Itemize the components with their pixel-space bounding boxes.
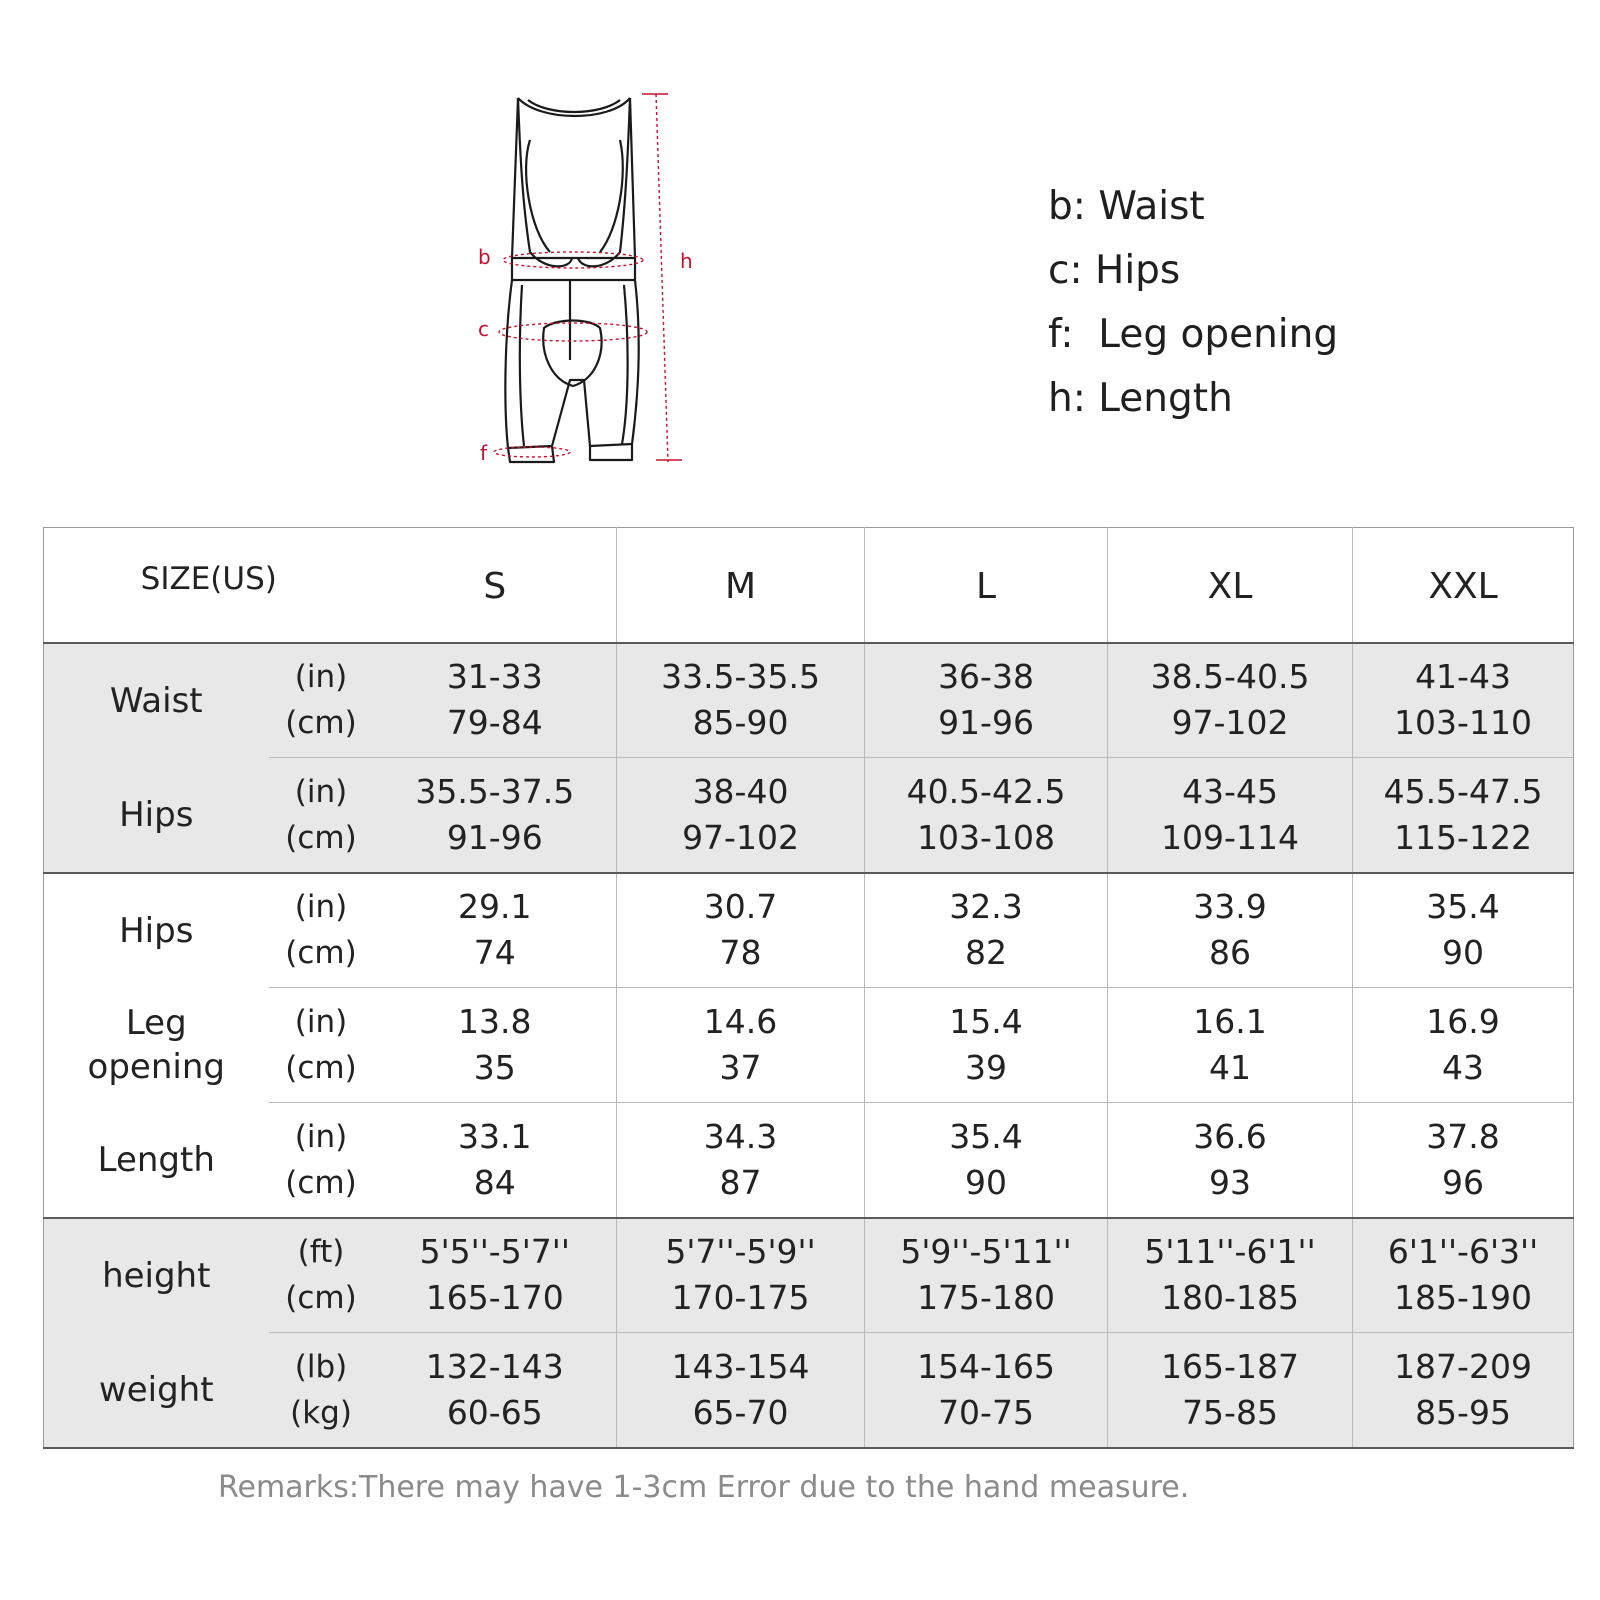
measurement-legend <box>1048 175 1488 431</box>
value-primary: 36-38 <box>938 657 1034 697</box>
value-secondary: 175-180 <box>917 1278 1055 1318</box>
measurement-name: Hips <box>44 873 269 988</box>
legend-item-waist: b: Waist <box>1048 184 1205 229</box>
size-value-cell <box>617 1103 865 1218</box>
size-value-cell <box>1353 1103 1574 1218</box>
table-row <box>44 873 1574 988</box>
value-secondary: 75-85 <box>1182 1392 1278 1432</box>
unit-label <box>269 643 374 758</box>
size-value-cell <box>374 988 617 1103</box>
unit-primary: (in) <box>294 1004 348 1040</box>
legend-item-length: h: Length <box>1048 376 1233 421</box>
value-primary: 30.7 <box>703 887 778 927</box>
value-primary: 143-154 <box>671 1346 810 1386</box>
value-secondary: 115-122 <box>1394 817 1532 857</box>
unit-secondary: (cm) <box>285 1280 357 1317</box>
size-value-cell <box>1353 1218 1574 1333</box>
size-value-cell <box>1108 758 1353 873</box>
label-c: c <box>478 317 489 341</box>
size-value-cell <box>374 1103 617 1218</box>
unit-label <box>269 1333 374 1448</box>
size-value-cell <box>617 758 865 873</box>
value-primary: 45.5-47.5 <box>1383 771 1543 811</box>
size-col-xxl: XXL <box>1353 530 1574 645</box>
unit-primary: (in) <box>294 773 348 810</box>
size-value-cell <box>374 1218 617 1333</box>
length-ticks <box>642 94 682 460</box>
unit-label <box>269 1103 374 1218</box>
size-value-cell <box>865 758 1108 873</box>
value-primary: 5'11''-6'1'' <box>1144 1232 1316 1272</box>
value-secondary: 37 <box>719 1048 762 1087</box>
size-value-cell <box>1353 758 1574 873</box>
legend-item-leg-opening: f: Leg opening <box>1048 312 1339 357</box>
value-primary: 38.5-40.5 <box>1150 657 1310 697</box>
value-primary: 37.8 <box>1426 1116 1500 1156</box>
table-row <box>44 1333 1574 1448</box>
table-header-row <box>44 528 1574 643</box>
value-secondary: 85-95 <box>1415 1392 1511 1432</box>
value-primary: 35.5-37.5 <box>415 771 575 811</box>
value-primary: 33.1 <box>458 1116 532 1156</box>
size-value-cell <box>1108 1103 1353 1218</box>
label-b: b <box>478 245 491 269</box>
value-secondary: 97-102 <box>1171 703 1289 743</box>
measurement-name: height <box>44 1218 269 1333</box>
value-secondary: 91-96 <box>938 703 1034 743</box>
size-value-cell <box>1353 988 1574 1103</box>
label-h: h <box>680 249 693 273</box>
value-secondary: 97-102 <box>682 817 799 857</box>
measurement-name: Length <box>97 1139 215 1180</box>
value-primary: 187-209 <box>1394 1346 1532 1386</box>
unit-secondary: (cm) <box>285 705 357 742</box>
size-value-cell <box>865 1103 1108 1218</box>
value-secondary: 87 <box>719 1162 762 1202</box>
size-value-cell <box>1108 873 1353 988</box>
measurement-name: weight <box>44 1333 269 1448</box>
size-col-xl: XL <box>1108 530 1353 645</box>
size-value-cell <box>617 1333 865 1448</box>
value-secondary: 78 <box>719 933 762 973</box>
table-row <box>44 758 1574 873</box>
size-value-cell <box>617 988 865 1103</box>
unit-label <box>269 988 374 1103</box>
value-secondary: 79-84 <box>446 703 543 743</box>
size-value-cell <box>1353 873 1574 988</box>
unit-secondary: (kg) <box>290 1394 352 1431</box>
unit-primary: (ft) <box>297 1234 345 1271</box>
value-secondary: 82 <box>965 933 1008 973</box>
value-primary: 5'7''-5'9'' <box>665 1232 816 1272</box>
size-value-cell <box>1353 1333 1574 1448</box>
value-primary: 43-45 <box>1182 771 1278 811</box>
value-primary: 6'1''-6'3'' <box>1387 1232 1539 1272</box>
size-value-cell <box>1353 643 1574 758</box>
value-secondary: 103-108 <box>917 817 1055 857</box>
size-value-cell <box>1108 1218 1353 1333</box>
value-primary: 38-40 <box>692 771 789 811</box>
unit-primary: (in) <box>294 659 348 696</box>
value-secondary: 41 <box>1209 1048 1252 1087</box>
value-secondary: 90 <box>1442 933 1485 973</box>
unit-label <box>269 758 374 873</box>
value-primary: 32.3 <box>949 887 1023 927</box>
size-value-cell <box>617 873 865 988</box>
size-value-cell <box>617 643 865 758</box>
table-row <box>44 1103 1574 1218</box>
value-secondary: 103-110 <box>1394 703 1532 743</box>
label-f: f <box>480 441 488 465</box>
value-secondary: 180-185 <box>1161 1278 1299 1318</box>
value-secondary: 43 <box>1442 1048 1485 1087</box>
value-secondary: 185-190 <box>1394 1278 1532 1318</box>
value-secondary: 85-90 <box>692 703 789 743</box>
value-secondary: 60-65 <box>446 1392 543 1432</box>
size-us-label: SIZE(US) <box>140 560 277 597</box>
size-value-cell <box>1108 643 1353 758</box>
size-value-cell <box>617 1218 865 1333</box>
value-primary: 36.6 <box>1193 1116 1267 1156</box>
size-value-cell <box>1108 988 1353 1103</box>
remarks-note: Remarks:There may have 1-3cm Error due to the hand measure. <box>218 1470 1190 1505</box>
value-primary: 14.6 <box>703 1002 778 1041</box>
size-value-cell <box>374 873 617 988</box>
value-secondary: 39 <box>965 1048 1008 1087</box>
bib-shorts-outline <box>505 98 638 462</box>
value-primary: 31-33 <box>446 657 543 697</box>
value-primary: 5'9''-5'11'' <box>900 1232 1072 1272</box>
size-value-cell <box>374 643 617 758</box>
value-secondary: 65-70 <box>692 1392 789 1432</box>
size-chart-table <box>43 527 1574 1449</box>
measurement-name: Waist <box>44 643 269 758</box>
value-primary: 33.9 <box>1193 887 1267 927</box>
unit-label <box>269 1218 374 1333</box>
size-value-cell <box>865 988 1108 1103</box>
unit-primary: (lb) <box>294 1348 348 1385</box>
value-primary: 34.3 <box>703 1116 778 1156</box>
value-secondary: 70-75 <box>938 1392 1034 1432</box>
value-secondary: 96 <box>1442 1162 1485 1202</box>
value-primary: 33.5-35.5 <box>661 657 820 697</box>
legend-item-hips: c: Hips <box>1048 248 1181 293</box>
value-primary: 13.8 <box>458 1002 532 1041</box>
value-primary: 40.5-42.5 <box>906 771 1066 811</box>
unit-primary: (in) <box>294 889 348 926</box>
table-row <box>44 988 1574 1103</box>
measurement-name: Leg opening <box>87 1003 225 1087</box>
unit-secondary: (cm) <box>285 1050 357 1086</box>
value-primary: 16.9 <box>1426 1002 1500 1041</box>
unit-label <box>269 873 374 988</box>
value-primary: 15.4 <box>949 1002 1023 1041</box>
value-secondary: 109-114 <box>1161 817 1299 857</box>
value-secondary: 91-96 <box>446 817 543 857</box>
value-secondary: 165-170 <box>425 1278 564 1318</box>
unit-secondary: (cm) <box>285 1164 357 1201</box>
value-primary: 5'5''-5'7'' <box>419 1232 570 1272</box>
table-row <box>44 643 1574 758</box>
size-value-cell <box>865 643 1108 758</box>
measurement-name: Hips <box>44 758 269 873</box>
bib-shorts-diagram <box>460 80 720 480</box>
value-primary: 132-143 <box>425 1346 564 1386</box>
value-primary: 165-187 <box>1161 1346 1299 1386</box>
table-row <box>44 1218 1574 1333</box>
value-secondary: 35 <box>473 1048 516 1087</box>
value-secondary: 74 <box>473 933 516 973</box>
size-value-cell <box>865 873 1108 988</box>
size-value-cell <box>374 1333 617 1448</box>
value-primary: 41-43 <box>1415 657 1511 697</box>
value-primary: 35.4 <box>949 1116 1023 1156</box>
value-secondary: 86 <box>1209 933 1252 973</box>
value-primary: 29.1 <box>458 887 532 927</box>
unit-primary: (in) <box>294 1118 348 1155</box>
size-value-cell <box>865 1218 1108 1333</box>
unit-secondary: (cm) <box>285 935 357 972</box>
size-value-cell <box>374 758 617 873</box>
value-secondary: 170-175 <box>671 1278 810 1318</box>
size-value-cell <box>1108 1333 1353 1448</box>
value-secondary: 90 <box>965 1162 1008 1202</box>
value-primary: 154-165 <box>917 1346 1055 1386</box>
value-primary: 35.4 <box>1426 887 1500 927</box>
size-col-m: M <box>617 530 865 645</box>
value-primary: 16.1 <box>1193 1002 1267 1041</box>
size-col-l: L <box>865 530 1108 645</box>
unit-secondary: (cm) <box>285 819 357 856</box>
size-value-cell <box>865 1333 1108 1448</box>
size-col-s: S <box>483 566 507 608</box>
value-secondary: 84 <box>473 1162 516 1202</box>
value-secondary: 93 <box>1209 1162 1252 1202</box>
